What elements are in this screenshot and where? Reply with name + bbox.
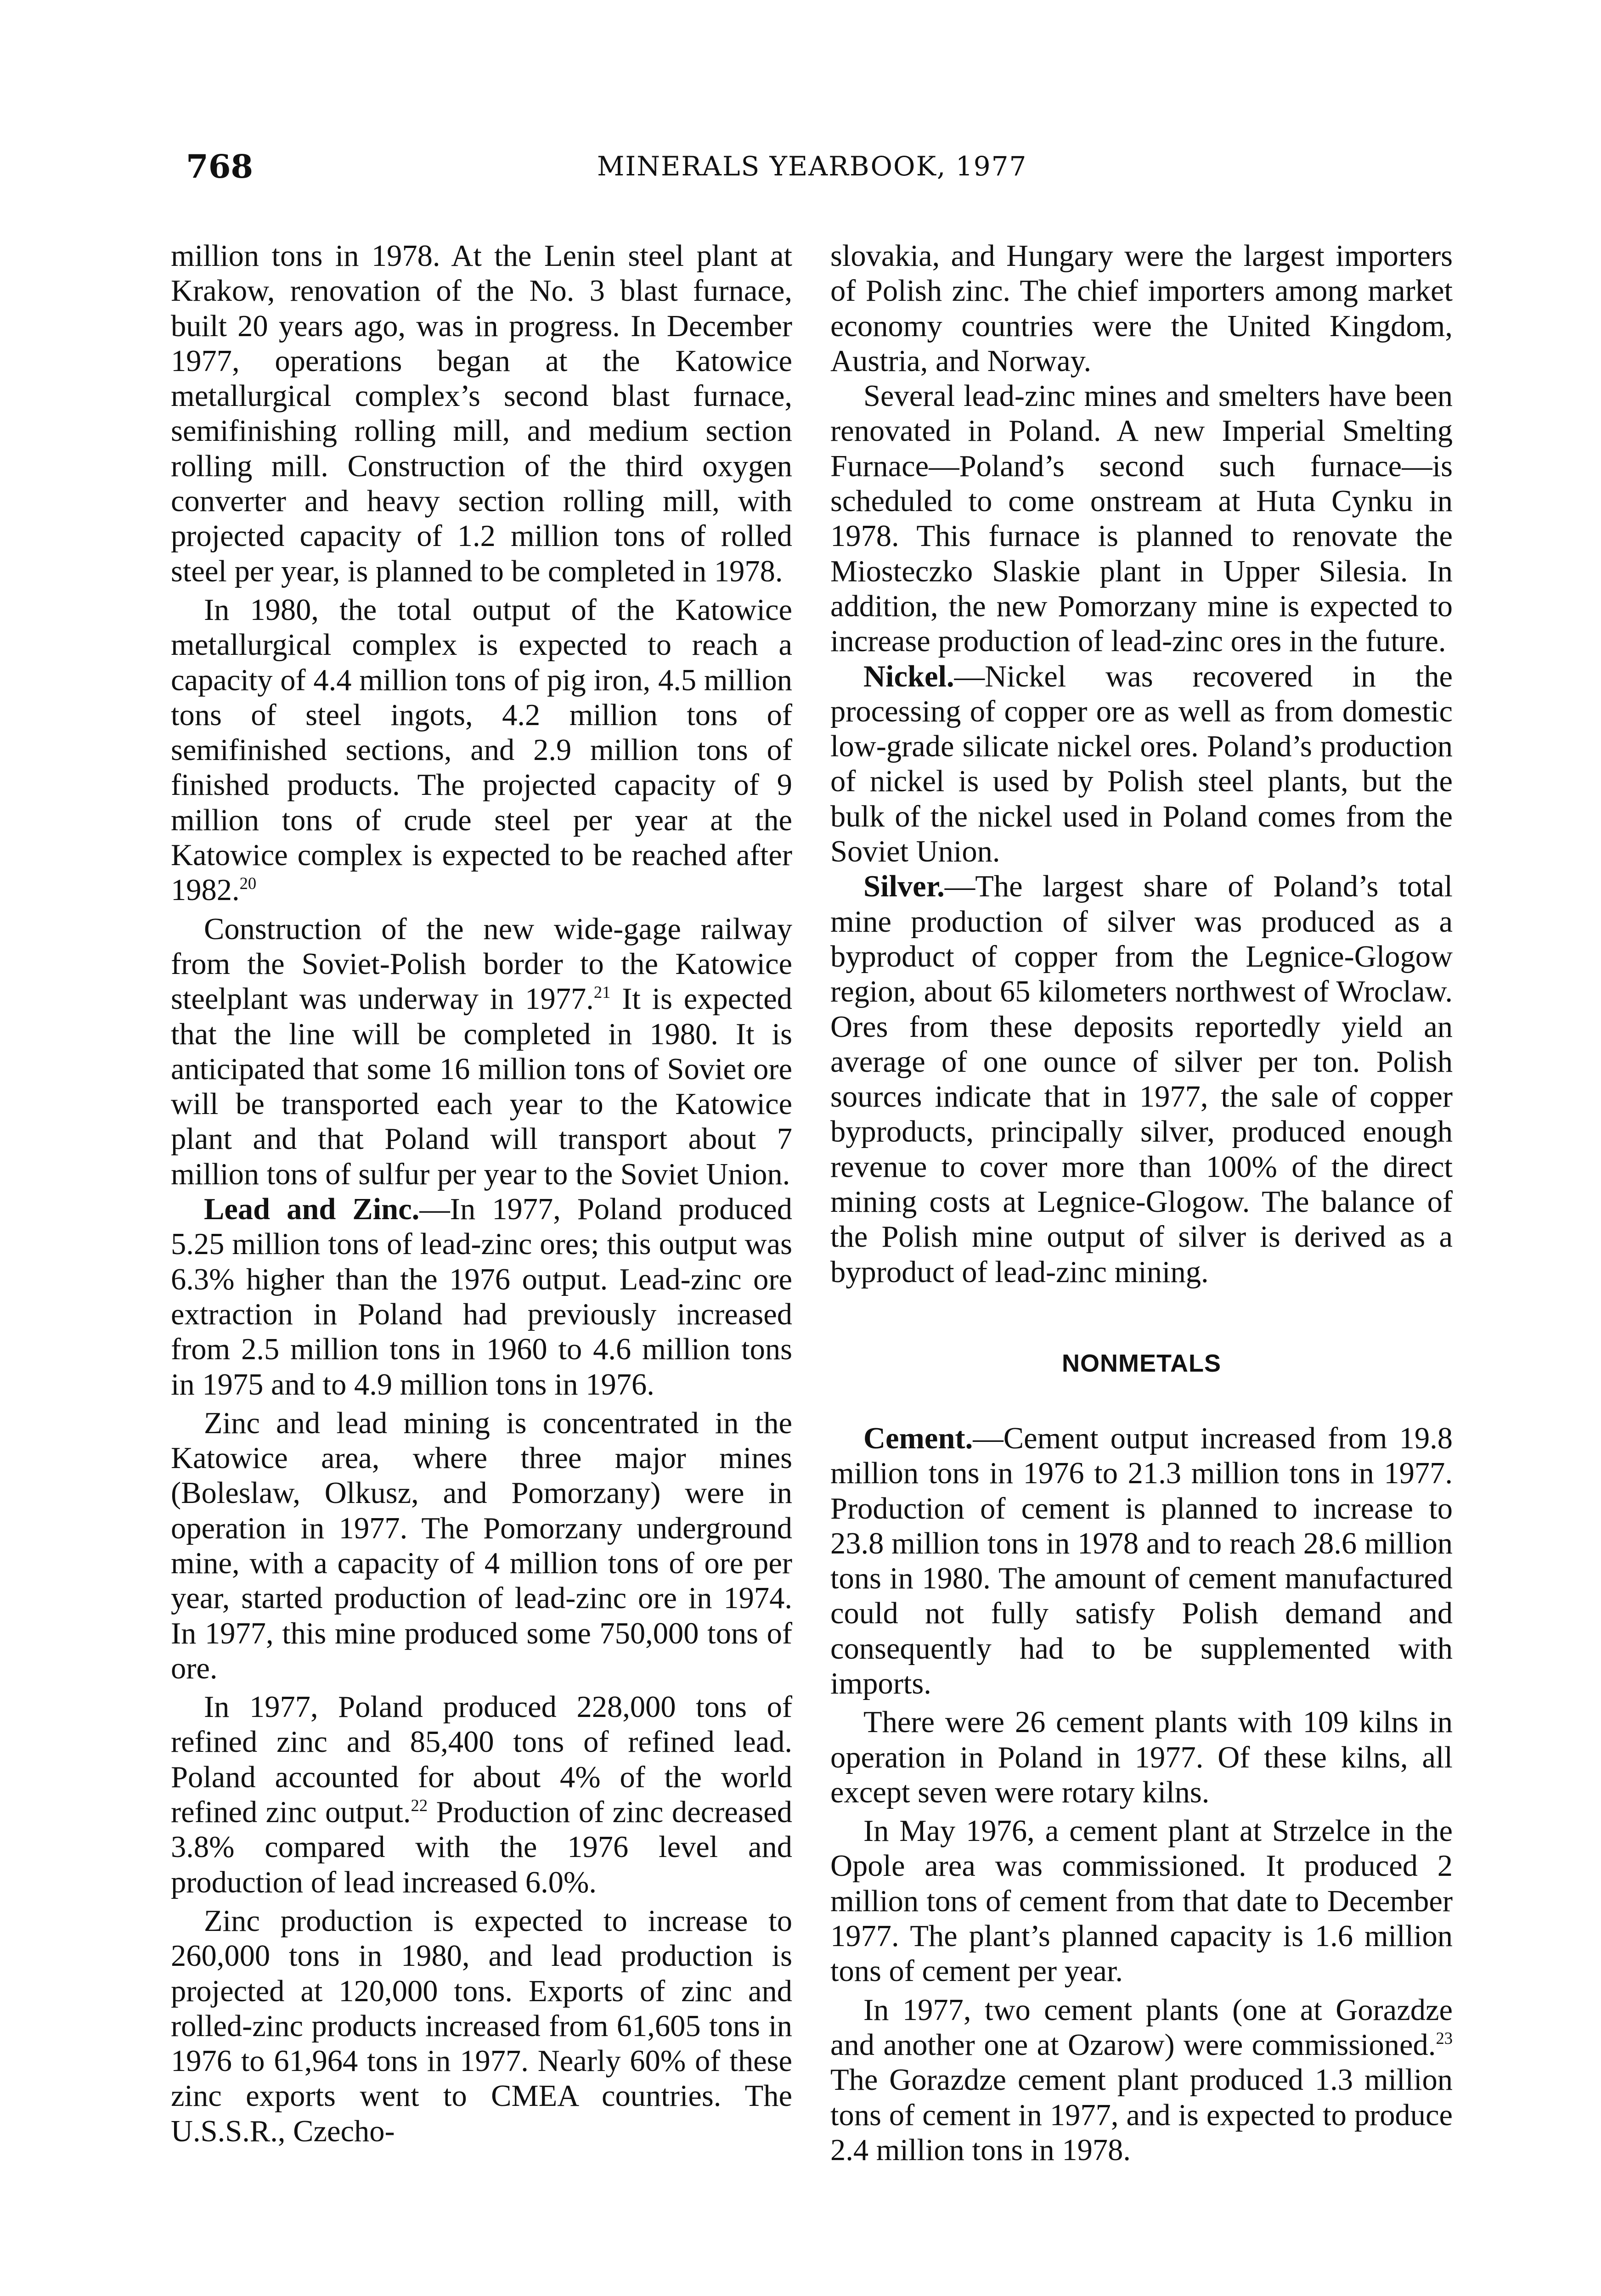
paragraph: Zinc production is expected to increase to 260,000 tons in 1980, and lead production is projected at 120,000 tons. Exports of zinc and rolled-zinc products increased from 61,605 tons in 1976 to 61,964 tons in 1977. Nearly 60% of these zinc exports went to CMEA countries. The U.S.S.R., Czecho- [171, 1904, 792, 2148]
paragraph [171, 912, 792, 1192]
paragraph: In May 1976, a cement plant at Strzelce in the Opole area was commissioned. It produced 2 million tons of cement from that date to December 1977. The plant’s planned capacity is 1.6 million tons of cement per year. [830, 1814, 1453, 1988]
paragraph-text: —Nickel was recovered in the processing of copper ore as well as from domestic low-grade silicate nickel ores. Poland’s production of nickel is used by Polish steel plants, but the bulk of the nickel used in Poland comes from the Soviet Union. [830, 659, 1453, 869]
paragraph-text: —The largest share of Poland’s total mine production of silver was produced as a byproduct of copper from the Legnice-Glogow region, about 65 kilometers northwest of Wroclaw. Ores from these deposits reportedly yield an average of one ounce of silver per ton. Polish sources indicate that in 1977, the sale of copper byproducts, principally silver, produced enough revenue to cover more than 100% of the direct mining costs at Legnice-Glogow. The balance of the Polish mine output of silver is derived as a byproduct of lead-zinc mining. [830, 870, 1453, 1289]
paragraph-text: Production of zinc decreased 3.8% compared with the 1976 level and production of lead increased 6.0%. [171, 1795, 792, 1899]
left-column [171, 239, 792, 2149]
paragraph [830, 659, 1453, 870]
paragraph [830, 1421, 1453, 1701]
paragraph: Zinc and lead mining is concentrated in the Katowice area, where three major mines (Boleslaw, Olkusz, and Pomorzany) were in operation in 1977. The Pomorzany underground mine, with a capacity of 4 million tons of ore per year, started production of lead-zinc ore in 1974. In 1977, this mine produced some 750,000 tons of ore. [171, 1406, 792, 1685]
paragraph-text: Construction of the new wide-gage railway from the Soviet-Polish border to the Katowice steelplant was underway in 1977. [171, 912, 792, 1016]
paragraph-text: —In 1977, Poland produced 5.25 million tons of lead-zinc ores; this output was 6.3% higher than the 1976 output. Lead-zinc ore extraction in Poland had previously increased from 2.5 million tons in 1960 to 4.6 million tons in 1975 and to 4.9 million tons in 1976. [171, 1193, 792, 1401]
page-number: 768 [186, 147, 254, 186]
paragraph [171, 1192, 792, 1402]
paragraph [171, 1690, 792, 1900]
paragraph-text: —Cement output increased from 19.8 million tons in 1976 to 21.3 million tons in 1977. Production of cement is planned to increase to 23.8 million tons in 1978 and to reach 28.6 million tons in 1980. The amount of cement manufactured could not fully satisfy Polish demand and consequently had to be supplemented with imports. [830, 1421, 1453, 1700]
paragraph-text: In 1980, the total output of the Katowice metallurgical complex is expected to reach a capacity of 4.4 million tons of pig iron, 4.5 million tons of steel ingots, 4.2 million tons of semifinished sections, and 2.9 million tons of finished products. The projected capacity of 9 million tons of crude steel per year at the Katowice complex is expected to be reached after 1982. [171, 593, 792, 907]
runin-heading-nickel: Nickel. [863, 659, 954, 693]
paragraph: Several lead-zinc mines and smelters have been renovated in Poland. A new Imperial Smelting Furnace—Poland’s second such furnace—is scheduled to come onstream at Huta Cynku in 1978. This furnace is planned to renovate the Miosteczko Slaskie plant in Upper Silesia. In addition, the new Pomorzany mine is expected to increase production of lead-zinc ores in the future. [830, 379, 1453, 658]
paragraph-text: The Gorazdze cement plant produced 1.3 million tons of cement in 1977, and is expected to produce 2.4 million tons in 1978. [830, 2063, 1453, 2167]
running-head: MINERALS YEARBOOK, 1977 [597, 151, 1027, 182]
paragraph-text: In 1977, Poland produced 228,000 tons of refined zinc and 85,400 tons of refined lead. Poland accounted for about 4% of the world refined zinc output. [171, 1690, 792, 1829]
runin-heading-lead-zinc: Lead and Zinc. [204, 1193, 420, 1227]
paragraph: slovakia, and Hungary were the largest importers of Polish zinc. The chief importers among market economy countries were the United Kingdom, Austria, and Norway. [830, 239, 1453, 378]
runin-heading-silver: Silver. [863, 870, 945, 904]
right-column [830, 239, 1453, 2168]
footnote-ref: 22 [411, 1796, 428, 1815]
paragraph-text: In 1977, two cement plants (one at Gorazdze and another one at Ozarow) were commissioned. [830, 1993, 1453, 2062]
paragraph: million tons in 1978. At the Lenin steel plant at Krakow, renovation of the No. 3 blast furnace, built 20 years ago, was in progress. In December 1977, operations began at the Katowice metallurgical complex’s second blast furnace, semifinishing rolling mill, and medium section rolling mill. Construction of the third oxygen converter and heavy section rolling mill, with projected capacity of 1.2 million tons of rolled steel per year, is planned to be completed in 1978. [171, 239, 792, 588]
paragraph-text: It is expected that the line will be completed in 1980. It is anticipated that some 16 million tons of Soviet ore will be transported each year to the Katowice plant and that Poland will transport about 7 million tons of sulfur per year to the Soviet Union. [171, 982, 792, 1191]
paragraph [830, 869, 1453, 1290]
footnote-ref: 21 [593, 983, 611, 1002]
paragraph [830, 1993, 1453, 2168]
section-heading: NONMETALS [1062, 1349, 1221, 1377]
runin-heading-cement: Cement. [863, 1421, 973, 1455]
paragraph: There were 26 cement plants with 109 kilns in operation in Poland in 1977. Of these kilns, all except seven were rotary kilns. [830, 1705, 1453, 1809]
footnote-ref: 20 [239, 874, 257, 893]
paragraph [171, 593, 792, 908]
footnote-ref: 23 [1436, 2029, 1453, 2048]
